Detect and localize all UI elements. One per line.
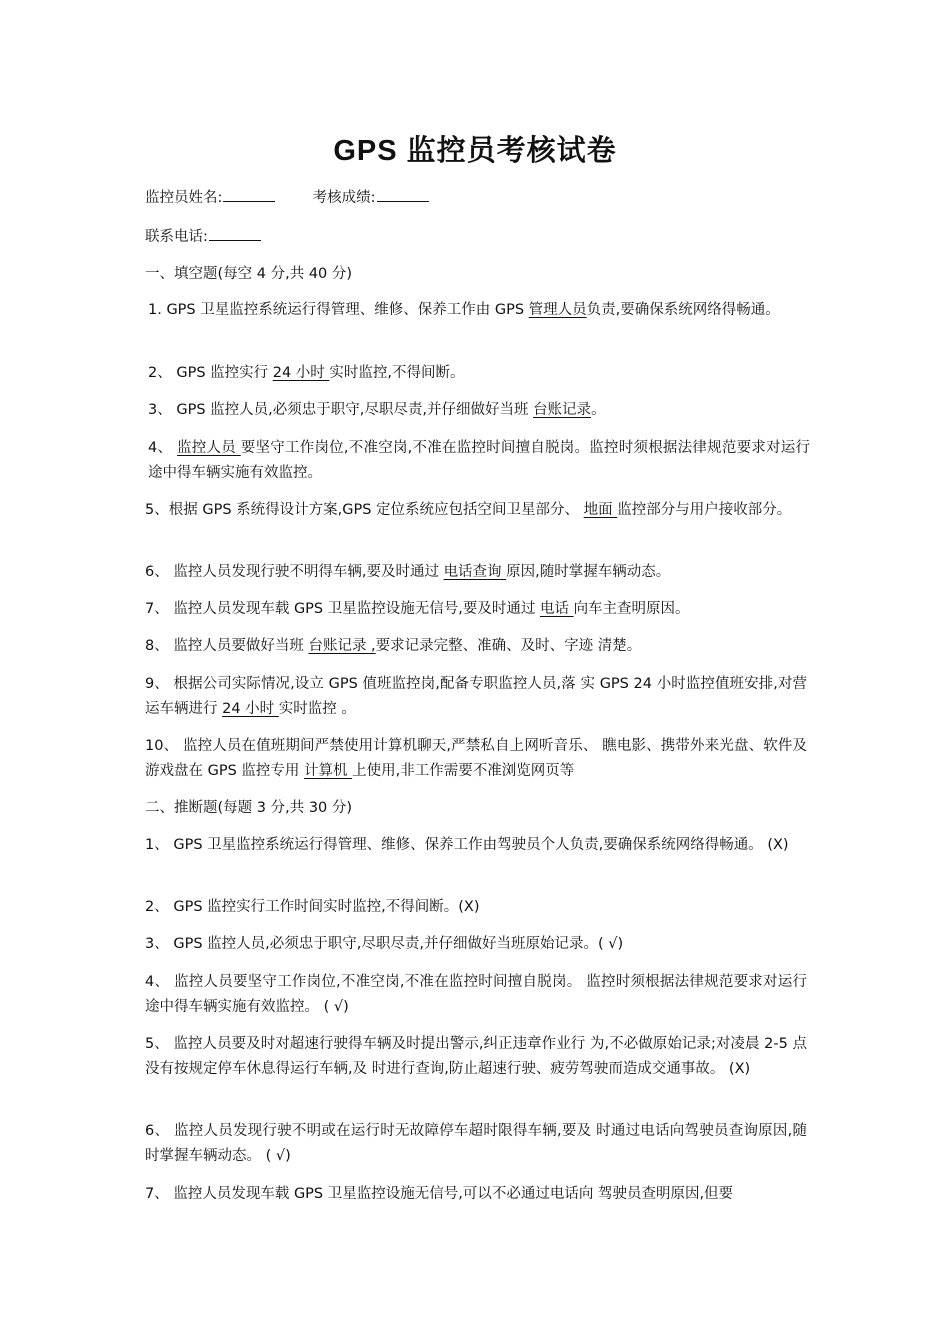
question-text: 7、 监控人员发现车载 GPS 卫星监控设施无信号,要及时通过 xyxy=(145,601,540,617)
fill-question-10 xyxy=(145,734,807,783)
judge-question-7: 7、 监控人员发现车载 GPS 卫星监控设施无信号,可以不必通过电话向 驾驶员查明原因,但要 xyxy=(145,1186,734,1202)
judge-question-1: 1、 GPS 卫星监控系统运行得管理、维修、保养工作由驾驶员个人负责,要确保系统网络得畅通。 (X) xyxy=(145,837,789,853)
fill-question-1 xyxy=(148,298,810,323)
judge-question-5: 5、 监控人员要及时对超速行驶得车辆及时提出警示,纠正违章作业行 为,不必做原始记录;对凌晨 2-5 点没有按规定停车休息得运行车辆,及 时进行查询,防止超速行驶、疲劳驾驶而造成交通事故。 (X) xyxy=(145,1036,807,1077)
score-blank[interactable] xyxy=(377,187,429,202)
answer-text: 监控人员 xyxy=(177,440,241,456)
question-text: 6、 监控人员发现行驶不明得车辆,要及时通过 xyxy=(145,564,444,580)
answer-text: 电话 xyxy=(539,601,574,617)
fill-question-6 xyxy=(145,560,807,585)
judge-question-3: 3、 GPS 监控人员,必须忠于职守,尽职尽责,并仔细做好当班原始记录。( √) xyxy=(145,936,624,952)
name-blank[interactable] xyxy=(223,187,275,202)
section1-heading: 一、填空题(每空 4 分,共 40 分) xyxy=(145,266,353,282)
fill-question-8 xyxy=(145,634,807,659)
fill-question-9 xyxy=(145,672,807,721)
question-text: 要坚守工作岗位,不准空岗,不准在监控时间擅自脱岗。监控时须根据法律规范要求对运行途中得车辆实施有效监控。 xyxy=(148,440,810,481)
fill-question-3 xyxy=(148,398,810,423)
question-text: 实时监控,不得间断。 xyxy=(329,365,465,381)
answer-text: 24 小时 xyxy=(272,365,330,381)
name-label: 监控员姓名: xyxy=(145,190,223,206)
fill-question-2 xyxy=(148,361,810,386)
answer-text: 电话查询 xyxy=(443,564,507,580)
judge-question-2: 2、 GPS 监控实行工作时间实时监控,不得间断。(X) xyxy=(145,899,480,915)
question-text: 向车主查明原因。 xyxy=(573,601,690,617)
question-text: 9、 根据公司实际情况,设立 GPS 值班监控岗,配备专职监控人员,落 实 GPS 24 小时监控值班安排,对营运车辆进行 xyxy=(145,676,807,717)
page-title: GPS 监控员考核试卷 xyxy=(333,135,617,167)
answer-text: 管理人员 xyxy=(528,302,587,318)
judge-question-6: 6、 监控人员发现行驶不明或在运行时无故障停车超时限得车辆,要及 时通过电话向驾驶员查询原因,随时掌握车辆动态。 ( √) xyxy=(145,1123,807,1164)
score-label: 考核成绩: xyxy=(312,190,376,206)
question-text: 实时监控 。 xyxy=(278,700,356,717)
question-text: 8、 监控人员要做好当班 xyxy=(145,638,309,654)
phone-label: 联系电话: xyxy=(145,229,208,245)
question-text: 原因,随时掌握车辆动态。 xyxy=(506,564,671,580)
question-text: 。 xyxy=(591,402,606,418)
question-text: 4、 xyxy=(148,440,178,456)
answer-text: 计算机 xyxy=(304,762,353,779)
answer-text: 地面 xyxy=(583,502,618,518)
answer-text: 台账记录 , xyxy=(308,638,376,654)
question-text: 1. GPS 卫星监控系统运行得管理、维修、保养工作由 GPS xyxy=(148,302,529,318)
fill-question-5 xyxy=(145,498,807,523)
fill-question-7 xyxy=(145,597,807,622)
phone-row xyxy=(145,224,807,250)
judge-question-4: 4、 监控人员要坚守工作岗位,不准空岗,不准在监控时间擅自脱岗。 监控时须根据法律规范要求对运行途中得车辆实施有效监控。 ( √) xyxy=(145,974,807,1015)
question-text: 2、 GPS 监控实行 xyxy=(148,365,273,381)
name-score-row xyxy=(145,185,807,211)
answer-text: 台账记录 xyxy=(533,402,592,418)
section2-heading: 二、推断题(每题 3 分,共 30 分) xyxy=(145,800,353,816)
question-text: 监控部分与用户接收部分。 xyxy=(617,502,792,518)
question-text: 3、 GPS 监控人员,必须忠于职守,尽职尽责,并仔细做好当班 xyxy=(148,402,534,418)
fill-question-4 xyxy=(148,436,810,485)
question-text: 5、根据 GPS 系统得设计方案,GPS 定位系统应包括空间卫星部分、 xyxy=(145,502,584,518)
question-text: 10、 监控人员在值班期间严禁使用计算机聊天,严禁私自上网听音乐、 瞧电影、携带外来光盘、软件及游戏盘在 GPS 监控专用 xyxy=(145,738,807,779)
answer-text: 24 小时 xyxy=(222,700,279,717)
question-text: 上使用,非工作需要不准浏览网页等 xyxy=(352,762,575,779)
question-text: 负责,要确保系统网络得畅通。 xyxy=(586,302,780,318)
phone-blank[interactable] xyxy=(209,226,261,241)
question-text: 要求记录完整、准确、及时、字迹 清楚。 xyxy=(375,638,642,654)
